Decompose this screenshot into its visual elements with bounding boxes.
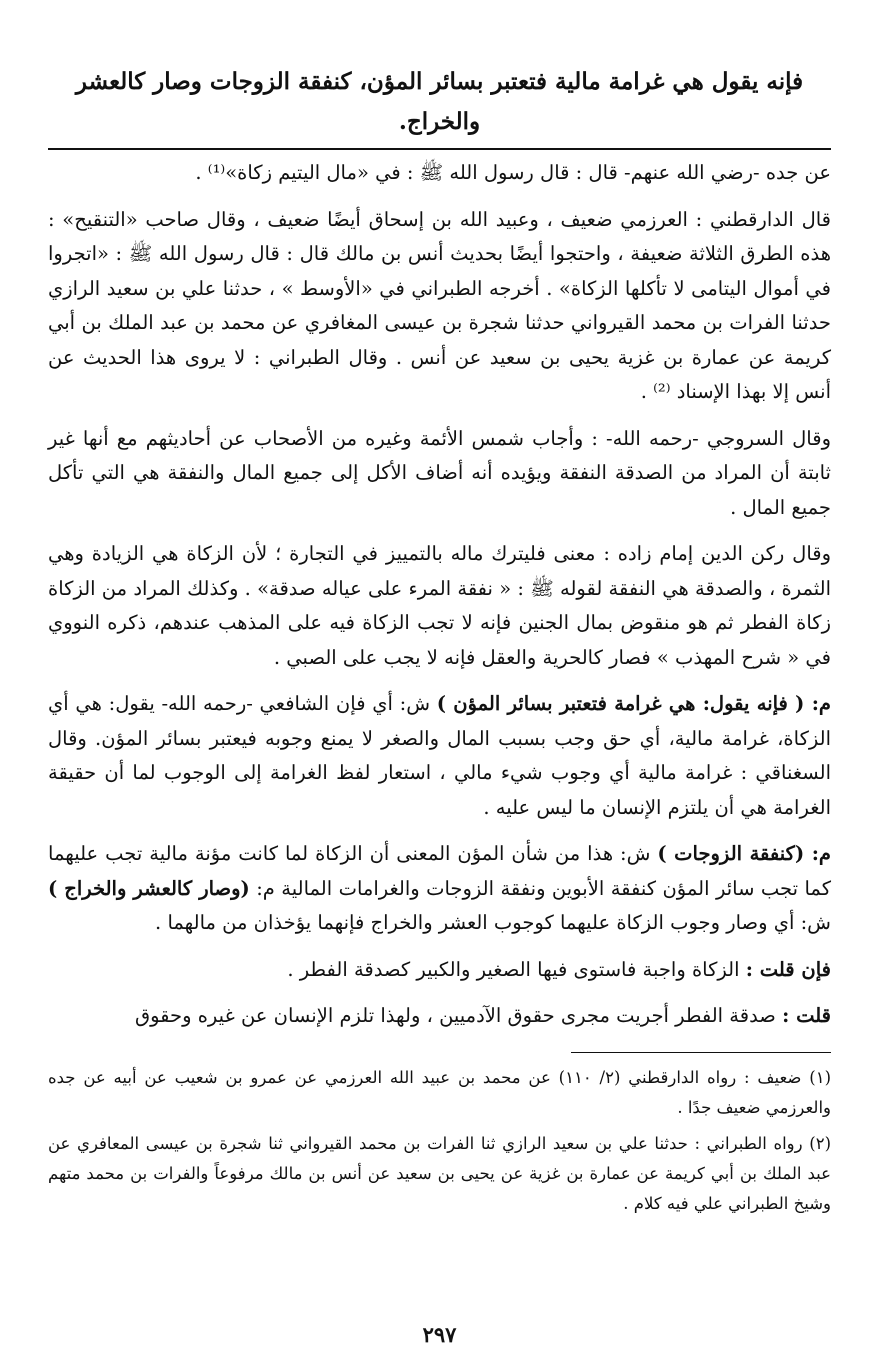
- commentary-text: ش: أي فإن الشافعي -رحمه الله- يقول: هي أي الزكاة، غرامة مالية، أي حق وجب بسبب المال والصغر لا يمنع وجوبه فيعتبر بسائر المؤن. وقال السغناقي : غرامة مالية أي وجوب شيء مالي ، استعار لفظ الغرامة إلى الوجوب لما أن حقيقة الغرامة هي أن يلتزم الإنسان ما ليس عليه .: [48, 692, 831, 819]
- objection-text: الزكاة واجبة فاستوى فيها الصغير والكبير كصدقة الفطر .: [287, 957, 746, 981]
- paragraph-3: وقال السروجي -رحمه الله- : وأجاب شمس الأئمة وغيره من الأصحاب عن أحاديثهم مع أنها غير ثابتة أن المراد من الصدقة النفقة ويؤيده أنه أضاف الأكل إلى جميع المال والنفقة هي التي تأكل جميع المال .: [48, 426, 831, 519]
- matn-quote: (وصار كالعشر والخراج ): [48, 876, 250, 900]
- paragraph-1: عن جده -رضي الله عنهم- قال : قال رسول الله ﷺ : في «مال اليتيم زكاة»⁽¹⁾ .: [195, 161, 831, 184]
- matn-quote: م: ( فإنه يقول: هي غرامة فتعتبر بسائر المؤن ): [436, 692, 831, 715]
- footnote-divider: [571, 1052, 831, 1053]
- running-header: فإنه يقول هي غرامة مالية فتعتبر بسائر المؤن، كنفقة الزوجات وصار كالعشر والخراج.: [75, 68, 804, 135]
- commentary-text: ش: هذا من شأن المؤن المعنى أن الزكاة لما كانت مؤنة مالية تجب عليهما كما تجب سائر المؤن كنفقة الأبوين ونفقة الزوجات والغرامات المالية م:: [48, 842, 831, 900]
- footnote-1: (١) ضعيف : رواه الدارقطني (٢/ ١١٠) عن محمد بن عبيد الله العرزمي عن عمرو بن شعيب عن أبيه عن جده والعرزمي ضعيف جدًا .: [48, 1067, 831, 1117]
- reply-label: قلت :: [782, 1004, 831, 1027]
- footnote-2: (٢) رواه الطبراني : حدثنا علي بن سعيد الرازي ثنا الفرات بن محمد القيرواني ثنا شجرة بن عيسى المعافري عن عبد الملك بن أبي كريمة عن عمارة بن غزية عن يحيى بن سعيد عن أنس بن مالك مرفوعاً والفرات بن محمد متهم وشيخ الطبراني علي فيه كلام .: [48, 1133, 831, 1213]
- main-text: [48, 156, 831, 1034]
- paragraph-7: [48, 953, 831, 988]
- commentary-text: ش: أي وصار وجوب الزكاة عليهما كوجوب العشر والخراج فإنهما يؤخذان من مالهما .: [155, 911, 831, 934]
- paragraph-2: قال الدارقطني : العرزمي ضعيف ، وعبيد الله بن إسحاق أيضًا ضعيف ، وقال صاحب «التنقيح» : هذه الطرق الثلاثة ضعيفة ، واحتجوا أيضًا بحديث أنس بن مالك قال : قال رسول الله ﷺ : «اتجروا في أموال اليتامى لا تأكلها الزكاة» . أخرجه الطبراني في «الأوسط » ، حدثنا علي بن سعيد الرازي حدثنا الفرات بن محمد القيرواني حدثنا شجرة بن عيسى المغافري عن محمد بن عبد الملك بن أبي كريمة عن عمارة بن غزية يحيى بن سعيد عن أنس . وقال الطبراني : لا يروى هذا الحديث عن أنس إلا بهذا الإسناد ⁽²⁾ .: [48, 207, 831, 403]
- page-number: ٢٩٧: [422, 1322, 457, 1347]
- footnotes: [48, 1063, 831, 1219]
- paragraph-8: [48, 999, 831, 1034]
- header-divider: [48, 148, 831, 150]
- paragraph-4: وقال ركن الدين إمام زاده : معنى فليترك ماله بالتمييز في التجارة ؛ لأن الزكاة هي الزيادة وهي الثمرة ، والصدقة هي النفقة لقوله ﷺ : « نفقة المرء على عياله صدقة» . وكذلك المراد من الزكاة زكاة الفطر ثم هو منقوض بمال الجنين فإنه لا تجب الزكاة فيه على المذهب عندهم، ذكره النووي في « شرح المهذب » فصار كالحرية والعقل فإنه لا يجب على الصبي .: [48, 542, 831, 669]
- paragraph-6: [48, 837, 831, 941]
- matn-quote: م: (كنفقة الزوجات ): [657, 842, 831, 865]
- paragraph-5: [48, 687, 831, 825]
- reply-text: صدقة الفطر أجريت مجرى حقوق الآدميين ، ولهذا تلزم الإنسان عن غيره وحقوق: [134, 1004, 783, 1027]
- objection-label: فإن قلت :: [745, 957, 831, 981]
